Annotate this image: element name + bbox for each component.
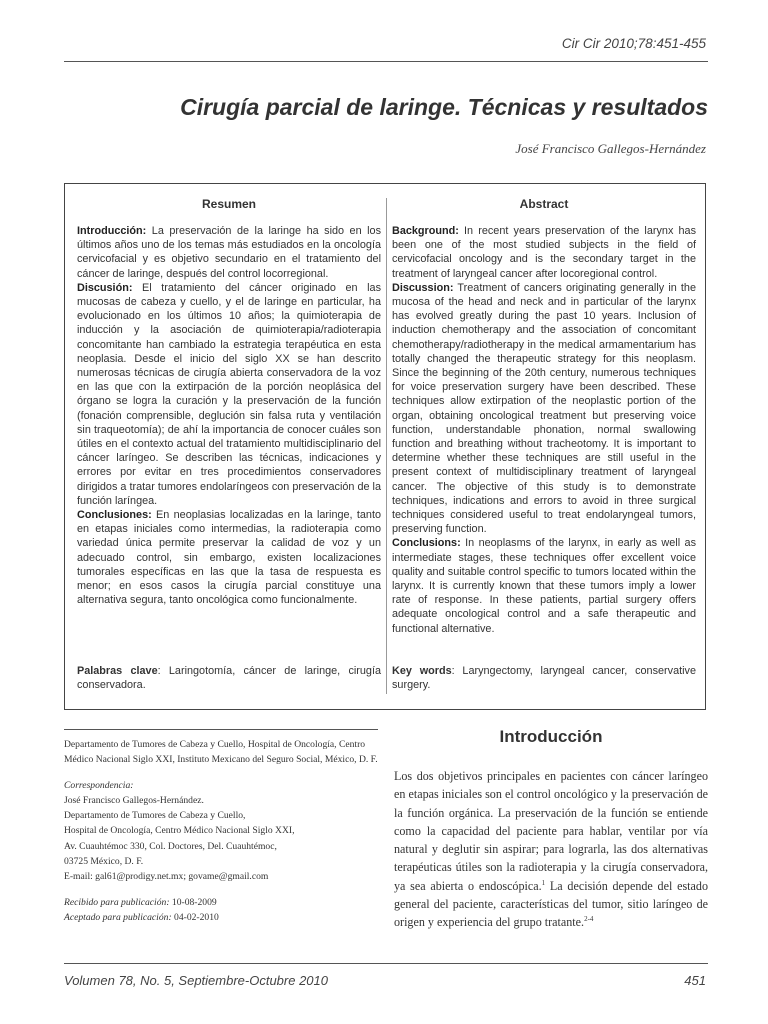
abstract-heading: Abstract	[519, 197, 569, 211]
resumen-conclusiones: Conclusiones: En neoplasias localizadas en la laringe, tanto en etapas iniciales como intermedias, la radioterapia como variedad única permite preservar la calidad de voz y un adecuado control, sin embargo, existen localizaciones tumorales específicas en las que la tasa de respuesta es menor; en esos casos la cirugía parcial constituye una alternativa segura, tanto oncológica como funcionalmente.	[77, 509, 381, 607]
abstract-conclusions: Conclusions: In neoplasms of the larynx, in early as well as intermediate stages, these techniques offer excellent voice quality and suitable control specific to tumors located within the larynx. It is currently known that these tumors imply a lower rate of response. In these patients, partial surgery offers adequate oncological control and a safe therapeutic and functional alternative.	[392, 537, 696, 635]
palabras-clave: Palabras clave: Laringotomía, cáncer de laringe, cirugía conservadora.	[77, 665, 381, 692]
footer-rule	[64, 963, 708, 964]
abstract-background: Background: In recent years preservation of the larynx has been one of the most studied subjects in the field of cervicofacial oncology and is the secondary target in the treatment of laryngeal cancer after locoregional control.	[392, 225, 696, 280]
column-divider	[386, 198, 387, 694]
introduccion-body: Los dos objetivos principales en pacientes con cáncer laríngeo en etapas iniciales son el control oncológico y la preservación de la función orgánica. La preservación de la función se entiende como la capacidad del paciente para hablar, ventilar por vía natural y deglutir sin aspirar; para lograrla, las dos alternativas terapéuticas útiles son la radioterapia y la cirugía conservadora, ya sea abierta o endoscópica.$^1$ La decisión depende del estado general del paciente, características del tumor, sitio laríngeo de origen y experiencia del grupo tratante.$^{2-4}$	[394, 769, 708, 929]
correspondence-label: Correspondencia:	[64, 779, 134, 791]
header-rule	[64, 61, 708, 62]
key-words: Key words: Laryngectomy, laryngeal cancer, conservative surgery.	[392, 665, 696, 692]
resumen-column	[77, 224, 381, 607]
reference-2-4: 2-4	[584, 914, 594, 923]
footnote-rule	[64, 729, 378, 730]
department-affiliation: Departamento de Tumores de Cabeza y Cuello, Hospital de Oncología, Centro Médico Nacional Siglo XXI, Instituto Mexicano del Seguro Social, México, D. F.	[64, 739, 378, 766]
article-author: José Francisco Gallegos-Hernández	[515, 141, 706, 156]
resumen-discusion: Discusión: El tratamiento del cáncer originado en las mucosas de cabeza y cuello, y el de laringe en particular, ha evolucionado en los últimos 10 años; la quimioterapia de inducción y la asociación de quimioterapia/radioterapia concomitante han cambiado la estrategia terapéutica en esta neoplasia. Desde el inicio del siglo XX se han descrito numerosas técnicas de cirugía abierta conservadora de la voz en las que con la extirpación de la porción neoplásica del órgano se logra la curación y la preservación de la función (fonación comprensible, deglución sin falsa ruta y ventilación sin traqueotomía); de ahí la importancia de conocer cuáles son útiles en el contexto actual del tratamiento multidisciplinario del cáncer laríngeo. Se describen las técnicas, indicaciones y errores por evitar en tres procedimientos conservadores dirigidos a tratar tumores endolaríngeos con preservación de la función laríngea.	[77, 281, 381, 507]
journal-volume: Volumen 78, No. 5, Septiembre-Octubre 2010	[64, 973, 328, 988]
journal-citation: Cir Cir 2010;78:451-455	[561, 36, 706, 51]
resumen-heading: Resumen	[201, 197, 257, 211]
abstract-column	[392, 224, 696, 636]
abstract-box	[64, 183, 706, 710]
abstract-discussion: Discussion: Treatment of cancers originating generally in the mucosa of the head and neck and in particular of the larynx has evolved greatly during the past 10 years. Inclusion of induction chemotherapy and the association of concomitant chemotherapy/radiotherapy in the medical armamentarium has totally changed the therapeutic strategy for this neoplasm. Since the beginning of the 20th century, numerous techniques for voice preservation surgery have been described. These techniques allow extirpation of the neoplastic portion of the organ, obtaining oncological treatment but preserving voice function, understandable phonation, normal swallowing function and breathing without tracheotomy. It is important to determine whether these techniques are still useful in the present context of multidisciplinary treatment of laryngeal cancer. The objective of this study is to demonstrate techniques, indications and errors to avoid in three surgical techniques considered useful to treat endolaryngeal tumors, preserving function.	[392, 281, 696, 536]
correspondence: Correspondencia: José Francisco Gallegos-Hernández. Departamento de Tumores de Cabeza y Cuello, Hospital de Oncología, Centro Médico Nacional Siglo XXI, Av. Cuauhtémoc 330, Col. Doctores, Del. Cuauhtémoc, 03725 México, D. F. E-mail: gal61@prodigy.net.mx; govame@gmail.com	[64, 779, 295, 883]
page-number: 451	[684, 973, 706, 988]
email-text: E-mail: gal61@prodigy.net.mx; govame@gmail.com	[64, 871, 269, 883]
article-title: Cirugía parcial de laringe. Técnicas y resultados	[180, 94, 708, 120]
publication-dates: Recibido para publicación: 10-08-2009 Aceptado para publicación: 04-02-2010	[64, 896, 219, 923]
introduccion-heading: Introducción	[499, 727, 603, 746]
affiliation-block	[64, 737, 382, 935]
resumen-introduccion: Introducción: La preservación de la laringe ha sido en los últimos años uno de los temas más estudiados en la oncología cervicofacial y es objetivo secundario en el tratamiento del cáncer de laringe, después del control locorregional.	[77, 225, 381, 280]
reference-1: 1	[541, 878, 546, 887]
